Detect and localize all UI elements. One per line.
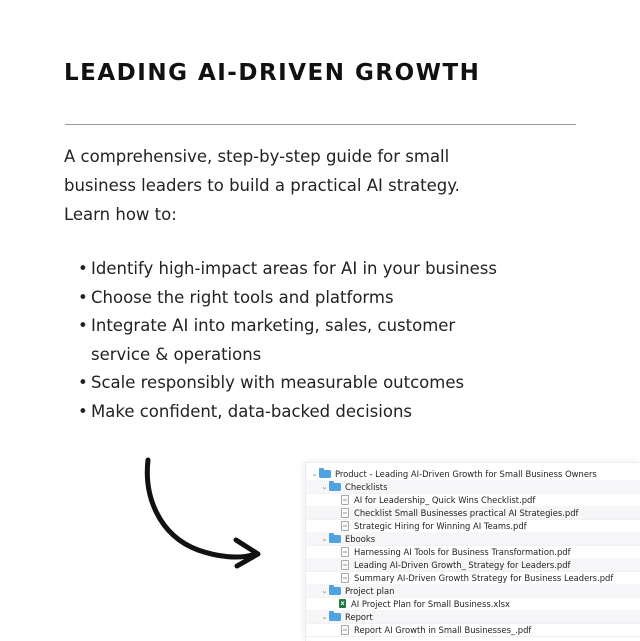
benefit-text: Identify high-impact areas for AI in your business xyxy=(91,259,497,278)
intro-text xyxy=(64,142,484,229)
file-row[interactable] xyxy=(306,493,640,507)
file-label: Leading AI-Driven Growth_ Strategy for Leaders.pdf xyxy=(354,559,571,570)
file-label: AI for Leadership_ Quick Wins Checklist.pdf xyxy=(354,494,536,505)
pdf-file-icon xyxy=(341,560,349,570)
folder-row-report[interactable] xyxy=(306,610,640,624)
intro-line-2: business leaders to build a practical AI strategy. xyxy=(64,176,460,195)
chevron-down-icon[interactable]: ⌄ xyxy=(311,469,318,478)
file-label: AI Project Plan for Small Business.xlsx xyxy=(351,598,510,609)
curved-arrow-icon xyxy=(140,455,270,575)
folder-row-ebooks[interactable] xyxy=(306,532,640,546)
chevron-down-icon[interactable]: ⌄ xyxy=(321,482,328,491)
file-row[interactable] xyxy=(306,623,640,637)
chevron-down-icon[interactable]: ⌄ xyxy=(321,612,328,621)
folder-label: Checklists xyxy=(345,481,388,492)
benefit-text: Make confident, data-backed decisions xyxy=(91,401,412,421)
benefit-item xyxy=(78,369,518,398)
pdf-file-icon xyxy=(341,573,349,583)
benefits-list xyxy=(78,255,518,427)
folder-row-root[interactable] xyxy=(306,467,640,481)
benefit-item xyxy=(78,284,518,313)
file-label: Report AI Growth in Small Businesses_.pdf xyxy=(354,624,532,635)
benefit-text: Choose the right tools and platforms xyxy=(91,287,394,307)
folder-label: Report xyxy=(345,611,373,622)
file-row[interactable] xyxy=(306,558,640,572)
file-row[interactable] xyxy=(306,545,640,559)
folder-icon xyxy=(329,613,341,621)
folder-icon xyxy=(329,535,341,543)
spreadsheet-file-icon: x xyxy=(340,600,345,607)
benefit-item xyxy=(78,398,518,427)
page-title: LEADING AI-DRIVEN GROWTH xyxy=(64,60,481,86)
intro-line-1: A comprehensive, step-by-step guide for small xyxy=(64,147,450,166)
file-browser xyxy=(305,462,640,641)
chevron-down-icon[interactable]: ⌄ xyxy=(321,586,328,595)
folder-icon xyxy=(319,470,331,478)
pdf-file-icon xyxy=(341,521,349,531)
folder-icon xyxy=(329,483,341,491)
chevron-down-icon[interactable]: ⌄ xyxy=(321,534,328,543)
file-label: Harnessing AI Tools for Business Transformation.pdf xyxy=(354,546,571,557)
folder-row-checklists[interactable] xyxy=(306,480,640,494)
folder-label: Project plan xyxy=(345,585,395,596)
benefit-item xyxy=(78,255,518,284)
benefit-text: Integrate AI into marketing, sales, customer service & operations xyxy=(91,316,456,364)
pdf-file-icon xyxy=(341,508,349,518)
folder-label: Product - Leading AI-Driven Growth for Small Business Owners xyxy=(335,468,597,479)
intro-line-3: Learn how to: xyxy=(64,205,177,224)
folder-icon xyxy=(329,587,341,595)
pdf-file-icon xyxy=(341,547,349,557)
folder-row-project-plan[interactable] xyxy=(306,584,640,598)
file-label: Checklist Small Businesses practical AI Strategies.pdf xyxy=(354,507,579,518)
benefit-item xyxy=(78,312,518,369)
folder-label: Ebooks xyxy=(345,533,376,544)
file-row[interactable] xyxy=(306,506,640,520)
file-row[interactable] xyxy=(306,519,640,533)
file-row[interactable] xyxy=(306,597,640,611)
file-label: Summary AI-Driven Growth Strategy for Business Leaders.pdf xyxy=(354,572,614,583)
file-row[interactable] xyxy=(306,571,640,585)
divider xyxy=(65,124,576,125)
pdf-file-icon xyxy=(341,625,349,635)
pdf-file-icon xyxy=(341,495,349,505)
file-label: Strategic Hiring for Winning AI Teams.pdf xyxy=(354,520,527,531)
benefit-text: Scale responsibly with measurable outcomes xyxy=(91,373,465,393)
